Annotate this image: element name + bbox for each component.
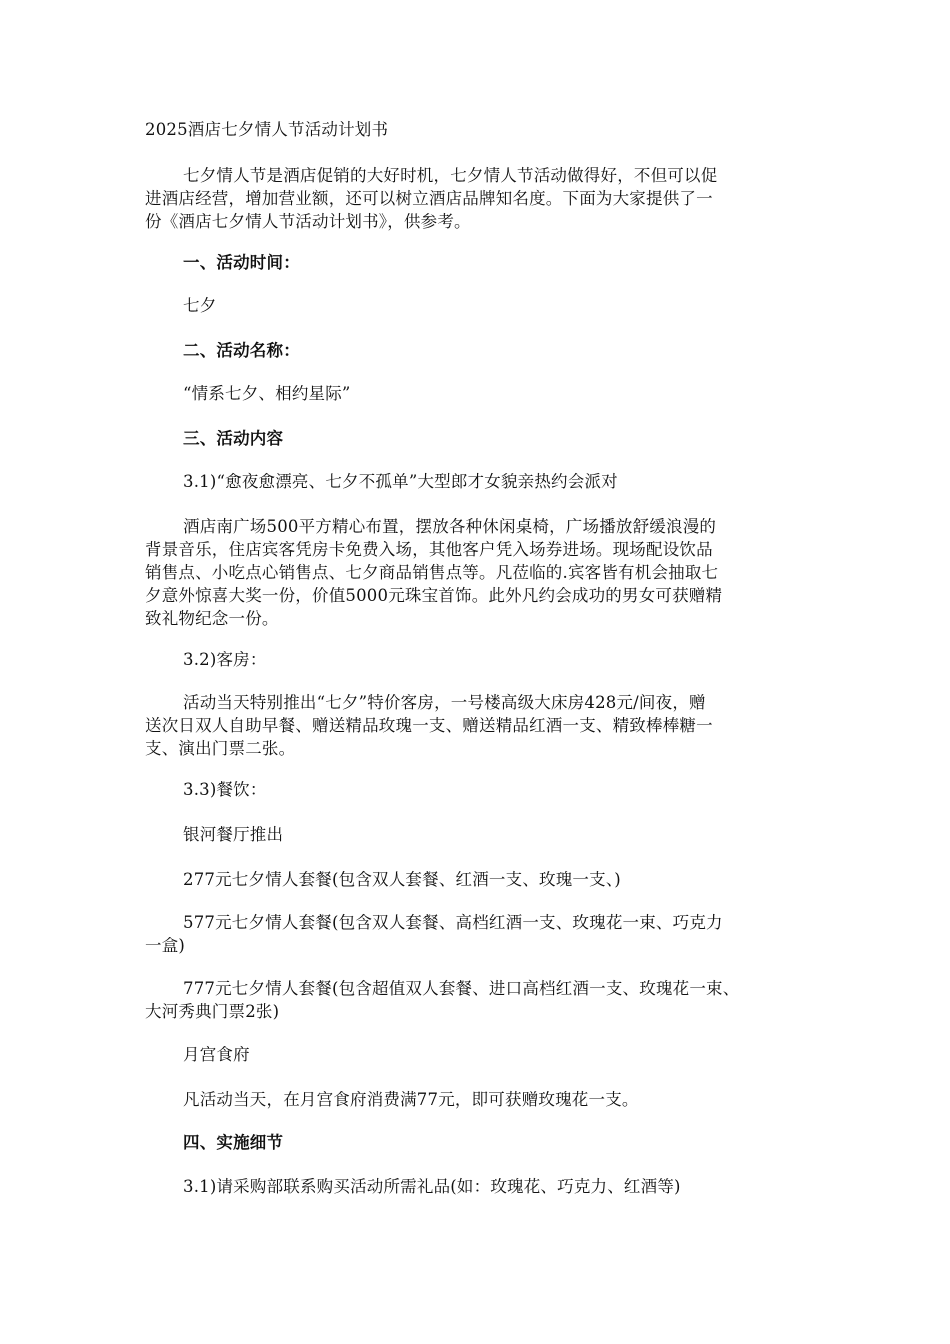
paragraph: 银河餐厅推出 [183,825,284,844]
paragraph-line: 支、演出门票二张。 [145,739,296,758]
section-heading: 一、活动时间： [183,253,300,272]
package-line: 277元七夕情人套餐(包含双人套餐、红酒一支、玫瑰一支、) [183,870,621,889]
item-title: 3.2)客房： [183,650,267,669]
section-heading: 二、活动名称： [183,341,300,360]
section-heading: 三、活动内容 [183,429,284,448]
intro-line: 七夕情人节是酒店促销的大好时机，七夕情人节活动做得好，不但可以促 [183,166,718,185]
paragraph-line: 销售点、小吃点心销售点、七夕商品销售点等。凡莅临的.宾客皆有机会抽取七 [145,563,719,582]
item-title: 3.1)“愈夜愈漂亮、七夕不孤单”大型郎才女貌亲热约会派对 [183,472,618,491]
intro-line: 份《酒店七夕情人节活动计划书》，供参考。 [145,212,471,231]
item-title: 3.1)请采购部联系购买活动所需礼品(如：玫瑰花、巧克力、红酒等) [183,1177,681,1196]
package-line: 577元七夕情人套餐(包含双人套餐、高档红酒一支、玫瑰花一束、巧克力 [183,913,723,932]
paragraph-line: 酒店南广场500平方精心布置，摆放各种休闲桌椅，广场播放舒缓浪漫的 [183,517,717,536]
paragraph-line: 致礼物纪念一份。 [145,609,279,628]
item-title: 3.3)餐饮： [183,780,267,799]
paragraph-line: 背景音乐，住店宾客凭房卡免费入场，其他客户凭入场券进场。现场配设饮品 [145,540,713,559]
paragraph: 月宫食府 [183,1045,250,1064]
paragraph-line: 夕意外惊喜大奖一份，价值5000元珠宝首饰。此外凡约会成功的男女可获赠精 [145,586,723,605]
package-line: 一盒) [145,936,186,955]
paragraph-line: 活动当天特别推出“七夕”特价客房，一号楼高级大床房428元/间夜，赠 [183,693,706,712]
document-title: 2025酒店七夕情人节活动计划书 [145,120,389,139]
paragraph-line: 送次日双人自助早餐、赠送精品玫瑰一支、赠送精品红酒一支、精致棒棒糖一 [145,716,713,735]
package-line: 大河秀典门票2张) [145,1002,280,1021]
paragraph: “情系七夕、相约星际” [183,384,351,403]
package-line: 777元七夕情人套餐(包含超值双人套餐、进口高档红酒一支、玫瑰花一束、 [183,979,740,998]
section-heading: 四、实施细节 [183,1133,284,1152]
intro-line: 进酒店经营，增加营业额，还可以树立酒店品牌知名度。下面为大家提供了一 [145,189,713,208]
paragraph: 凡活动当天，在月宫食府消费满77元，即可获赠玫瑰花一支。 [183,1090,639,1109]
paragraph: 七夕 [183,296,217,315]
